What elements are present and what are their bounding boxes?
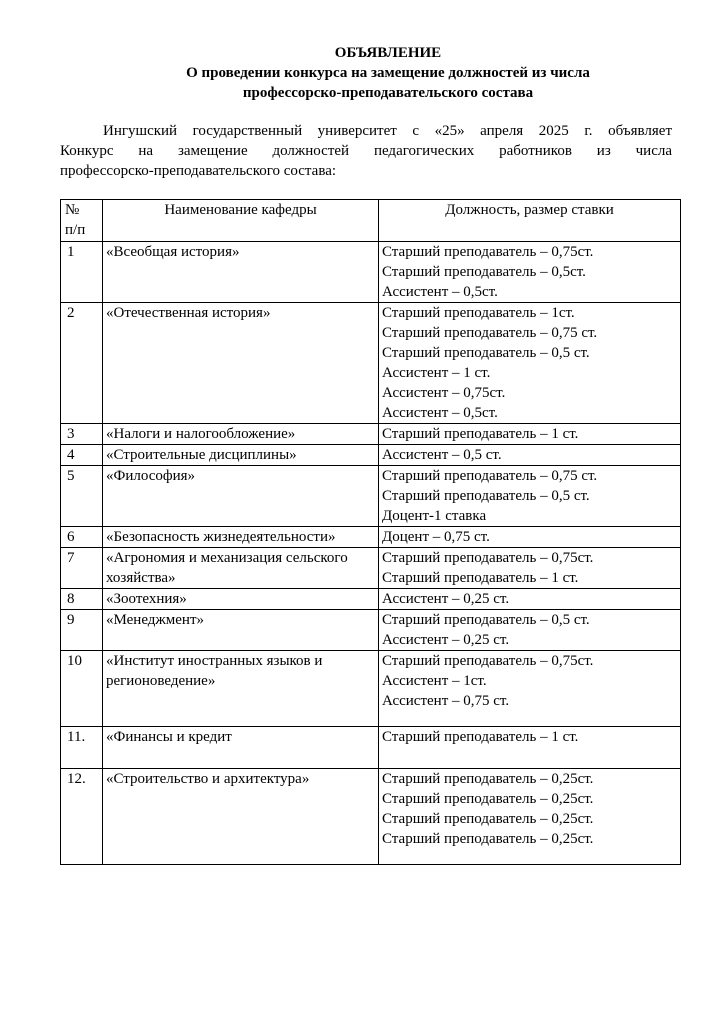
- position-item: Старший преподаватель – 0,25ст.: [382, 791, 594, 807]
- row-number: 11.: [61, 727, 103, 769]
- table-row: [61, 769, 681, 865]
- table-row: [61, 466, 681, 527]
- position-item: Старший преподаватель – 0,25ст.: [382, 771, 594, 787]
- position-list: [379, 242, 681, 303]
- position-item: Старший преподаватель – 1 ст.: [382, 729, 579, 745]
- table-row: [61, 527, 681, 548]
- table-row: [61, 424, 681, 445]
- position-item: Старший преподаватель – 1 ст.: [382, 570, 579, 586]
- position-item: Старший преподаватель – 1 ст.: [382, 426, 579, 442]
- position-list: [379, 727, 681, 769]
- department-name: «Финансы и кредит: [103, 727, 379, 769]
- row-number: 4: [61, 445, 103, 466]
- department-name: «Налоги и налогообложение»: [103, 424, 379, 445]
- position-item: Старший преподаватель – 0,75ст.: [382, 550, 594, 566]
- table-row: [61, 651, 681, 727]
- header-position: Должность, размер ставки: [379, 200, 681, 242]
- position-item: Ассистент – 1ст.: [382, 673, 487, 689]
- row-number: 1: [61, 242, 103, 303]
- position-item: Старший преподаватель – 0,5 ст.: [382, 488, 590, 504]
- header-number: [61, 200, 103, 242]
- position-item: Ассистент – 0,75ст.: [382, 385, 506, 401]
- position-item: Ассистент – 0,5ст.: [382, 405, 498, 421]
- position-item: Ассистент – 0,75 ст.: [382, 693, 510, 709]
- position-item: Старший преподаватель – 0,75 ст.: [382, 325, 598, 341]
- intro-line: Ингушский государственный университет с «25» апреля 2025 г. объявляет: [103, 123, 672, 139]
- position-list: [379, 610, 681, 651]
- table-row: [61, 303, 681, 424]
- intro-line: профессорско-преподавательского состава:: [60, 163, 337, 179]
- row-number: 3: [61, 424, 103, 445]
- table-row: [61, 610, 681, 651]
- row-number: 9: [61, 610, 103, 651]
- position-item: Ассистент – 0,25 ст.: [382, 632, 510, 648]
- position-item: Ассистент – 1 ст.: [382, 365, 491, 381]
- position-item: Ассистент – 0,25 ст.: [382, 591, 510, 607]
- department-name: «Безопасность жизнедеятельности»: [103, 527, 379, 548]
- row-number: 6: [61, 527, 103, 548]
- row-number: 12.: [61, 769, 103, 865]
- row-number: 8: [61, 589, 103, 610]
- position-item: Старший преподаватель – 0,5 ст.: [382, 612, 590, 628]
- position-item: Старший преподаватель – 0,5 ст.: [382, 345, 590, 361]
- table-header-row: [61, 200, 681, 242]
- position-list: [379, 769, 681, 865]
- position-item: Доцент-1 ставка: [382, 508, 487, 524]
- department-name: «Агрономия и механизация сельского хозяйства»: [103, 548, 379, 589]
- row-number: 7: [61, 548, 103, 589]
- position-item: Старший преподаватель – 0,75 ст.: [382, 468, 598, 484]
- row-number: 10: [61, 651, 103, 727]
- position-item: Старший преподаватель – 0,75ст.: [382, 653, 594, 669]
- position-list: [379, 445, 681, 466]
- department-name: «Менеджмент»: [103, 610, 379, 651]
- position-list: [379, 303, 681, 424]
- position-list: [379, 589, 681, 610]
- position-item: Старший преподаватель – 0,25ст.: [382, 811, 594, 827]
- header-department: Наименование кафедры: [103, 200, 379, 242]
- row-number: 2: [61, 303, 103, 424]
- position-item: Ассистент – 0,5ст.: [382, 284, 498, 300]
- header-number-line: №: [65, 202, 80, 218]
- position-list: [379, 466, 681, 527]
- table-row: [61, 242, 681, 303]
- announcement-subtitle-line2: профессорско-преподавательского состава: [242, 85, 534, 101]
- intro-paragraph: [60, 121, 672, 181]
- vacancies-table: [60, 199, 681, 865]
- position-list: [379, 548, 681, 589]
- position-item: Доцент – 0,75 ст.: [382, 529, 490, 545]
- position-item: Старший преподаватель – 0,75ст.: [382, 244, 594, 260]
- table-row: [61, 445, 681, 466]
- table-row: [61, 727, 681, 769]
- row-number: 5: [61, 466, 103, 527]
- department-name: «Строительные дисциплины»: [103, 445, 379, 466]
- table-row: [61, 548, 681, 589]
- position-list: [379, 527, 681, 548]
- department-name: «Отечественная история»: [103, 303, 379, 424]
- department-name: «Зоотехния»: [103, 589, 379, 610]
- position-item: Старший преподаватель – 1ст.: [382, 305, 575, 321]
- position-item: Старший преподаватель – 0,5ст.: [382, 264, 586, 280]
- department-name: «Институт иностранных языков и регионоведение»: [103, 651, 379, 727]
- department-name: «Всеобщая история»: [103, 242, 379, 303]
- table-body: [61, 242, 681, 865]
- department-name: «Строительство и архитектура»: [103, 769, 379, 865]
- position-list: [379, 651, 681, 727]
- announcement-title: ОБЪЯВЛЕНИЕ: [334, 45, 442, 61]
- header-number-line: п/п: [65, 222, 86, 238]
- position-item: Ассистент – 0,5 ст.: [382, 447, 502, 463]
- table-row: [61, 589, 681, 610]
- position-list: [379, 424, 681, 445]
- intro-line: Конкурс на замещение должностей педагогических работников из числа: [60, 143, 672, 159]
- position-item: Старший преподаватель – 0,25ст.: [382, 831, 594, 847]
- department-name: «Философия»: [103, 466, 379, 527]
- announcement-subtitle-line1: О проведении конкурса на замещение должностей из числа: [186, 65, 590, 81]
